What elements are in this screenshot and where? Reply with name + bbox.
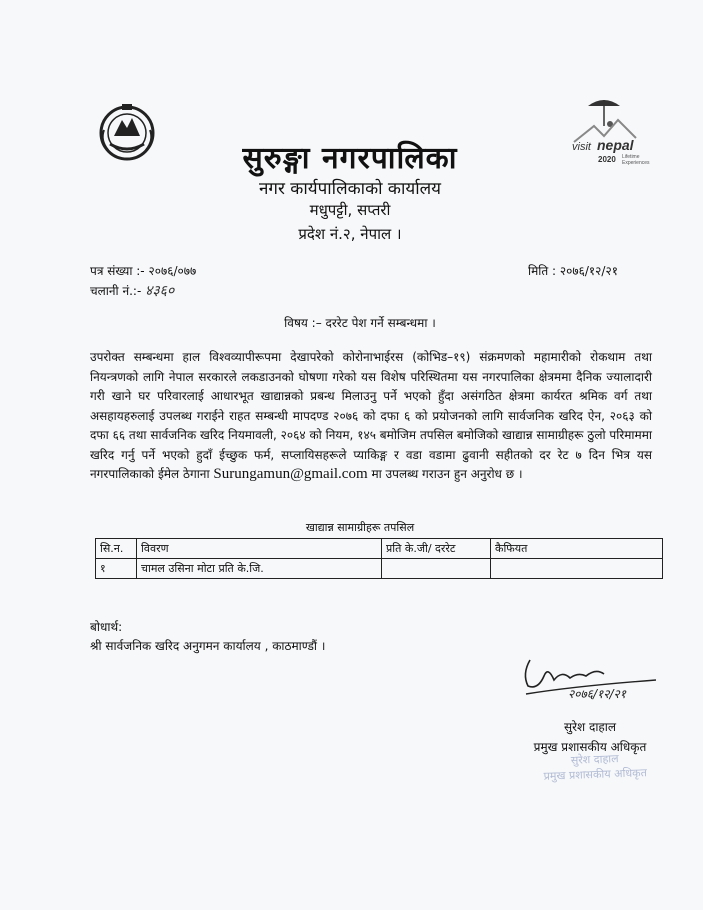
letter-date (528, 262, 618, 279)
col-rate: प्रति के.जी/ दररेट (382, 539, 491, 559)
cell-description: चामल उसिना मोटा प्रति के.जि. (137, 559, 382, 579)
letter-date-value: २०७६/१२/२१ (559, 264, 618, 278)
signature-date: २०७६/१२/२१ (568, 687, 627, 701)
email-address: Surungamun@gmail.com (213, 466, 368, 482)
visit-nepal-logo (570, 92, 656, 168)
table-row (96, 559, 663, 579)
cell-remarks (491, 559, 663, 579)
body-closing: मा उपलब्ध गराउन हुन अनुरोध छ । (371, 467, 523, 481)
stamp-name: सुरेश दाहाल (570, 752, 619, 767)
visit-logo-line1: visit (572, 141, 591, 153)
cc-recipient: श्री सार्वजनिक खरिद अनुगमन कार्यालय , काठमाण्डौं । (90, 639, 326, 653)
cc-label: बोधार्थ: (90, 620, 123, 634)
visit-logo-tag1: Lifetime (622, 154, 640, 160)
letter-number-label: पत्र संख्या :- (90, 264, 145, 278)
dispatch-number (90, 281, 174, 300)
items-table (95, 538, 663, 579)
signer-name: सुरेश दाहाल (563, 720, 617, 734)
visit-logo-line2: nepal (597, 137, 634, 153)
organization-name: सुरुङ्गा नगरपालिका (242, 141, 458, 176)
letter-subject: विषय :– दररेट पेश गर्ने सम्बन्धमा । (284, 316, 436, 330)
visit-logo-year: 2020 (598, 155, 616, 164)
table-header-row (96, 539, 663, 559)
office-address: मधुपट्टी, सप्तरी (309, 201, 391, 219)
signer-title: प्रमुख प्रशासकीय अधिकृत (533, 740, 647, 754)
office-name: नगर कार्यपालिकाको कार्यालय (258, 179, 442, 199)
table-title: खाद्यान्न सामाग्रीहरू तपसिल (305, 521, 415, 534)
letter-number-value: २०७६/०७७ (148, 264, 197, 278)
cell-rate (382, 559, 491, 579)
body-paragraph: उपरोक्त सम्बन्धमा हाल विश्वव्यापीरूपमा देखापरेको कोरोनाभाईरस (कोभिड–१९) संक्रमणको महामारीको रोकथाम तथा नियन्त्रणको लागि नेपाल सरकारले लकडाउनको घोषणा गरेको यस विशेष परिस्थितमा यस नगरपालिका क्षेत्रममा दैनिक ज्यालादारी गरी खाने घर परिवारलाई आधारभूत खाद्यान्नको प्रबन्ध मिलाउनु पर्ने भएको हुँदा असंगठित क्षेत्रमा कार्यरत श्रमिक वर्ग तथा असहायहरुलाई उपलब्ध गराईने राहत सम्बन्धी मापदण्ड २०७६ को दफा ६ को प्रयोजनको लागि सार्वजनिक खरिद ऐन, २०६३ को दफा ६६ तथा सार्वजनिक खरिद नियमावली, २०६४ को नियम, १४५ बमोजिम तपसिल बमोजिको खाद्यान्न सामाग्रीहरू ठुलो परिमाममा खरिद गर्नु पर्ने भएको हुदाँ ईच्छुक फर्म, सप्लायिसहरूले प्याकिङ्ग र वडा वडामा ढुवानी सहीतको दर रेट ७ दिन भित्र यस नगरपालिकाको ईमेल ठेगाना (90, 350, 652, 481)
cell-serial: १ (96, 559, 137, 579)
visit-logo-tag2: Experiences (622, 160, 650, 166)
stamp-title: प्रमुख प्रशासकीय अधिकृत (543, 766, 648, 783)
official-stamp (520, 749, 671, 784)
dispatch-number-value: ४३६० (145, 283, 175, 299)
office-province: प्रदेश नं.२, नेपाल । (298, 225, 402, 243)
handwritten-signature (516, 650, 666, 712)
col-description: विवरण (137, 539, 382, 559)
col-remarks: कैफियत (491, 539, 663, 559)
letter-number (90, 262, 196, 279)
col-serial: सि.न. (96, 539, 137, 559)
dispatch-number-label: चलानी नं.:- (90, 284, 142, 298)
nepal-emblem-icon (96, 100, 158, 162)
letter-body (90, 348, 652, 485)
letter-date-label: मिति : (528, 264, 557, 278)
